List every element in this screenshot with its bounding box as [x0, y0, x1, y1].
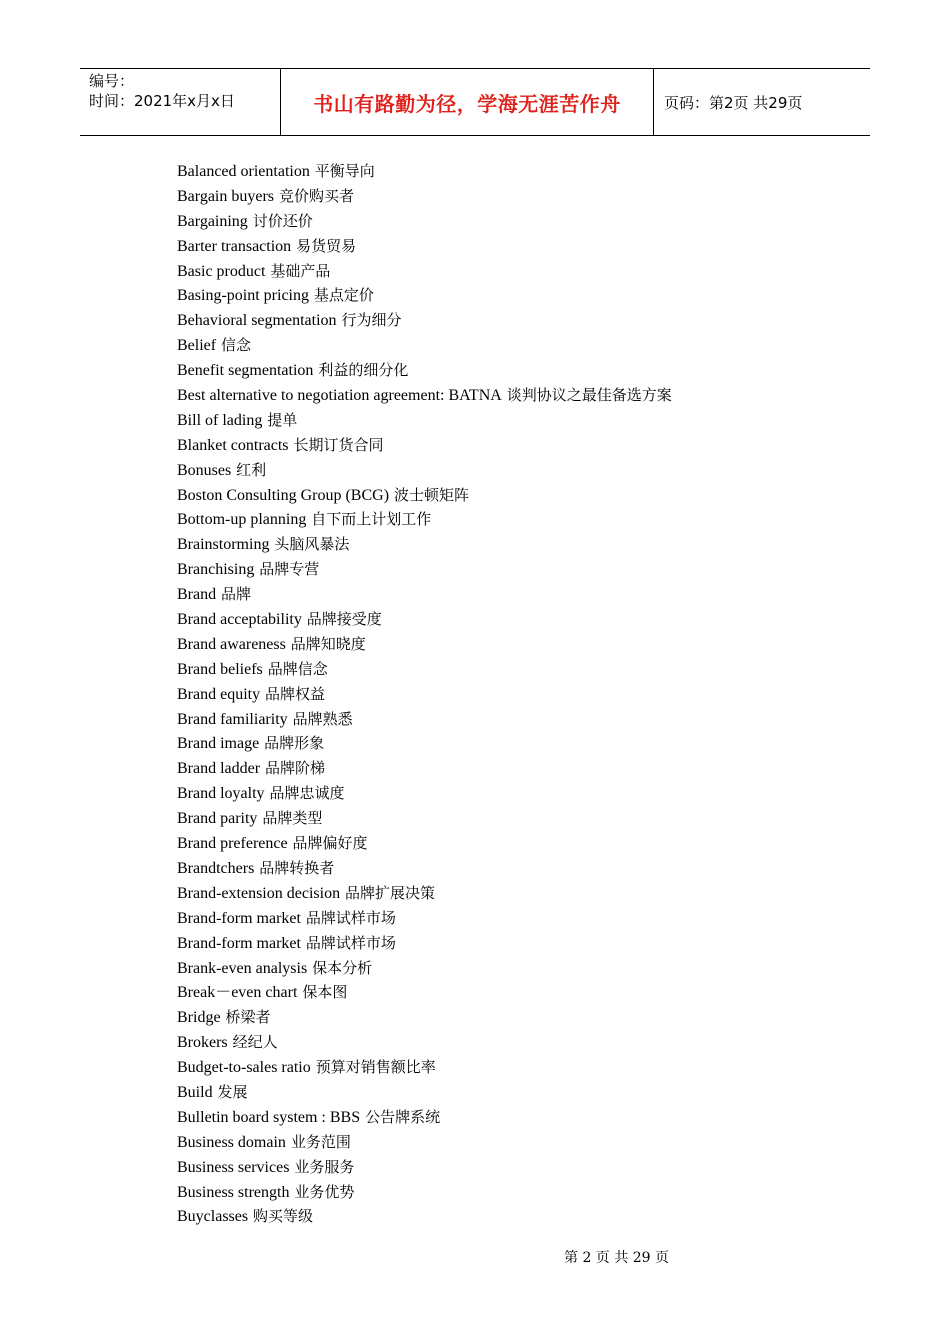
glossary-entry [177, 433, 672, 458]
entry-english-term: Buyclasses [177, 1208, 249, 1226]
entry-english-term: Bulletin board system : BBS [177, 1108, 361, 1126]
entry-english-term: Brand ladder [177, 760, 261, 778]
entry-chinese-term: 品牌忠诚度 [269, 784, 345, 803]
entry-chinese-term: 品牌试样市场 [305, 908, 396, 927]
entry-english-term: Brand image [177, 735, 260, 753]
entry-english-term: Business domain [177, 1133, 286, 1151]
entry-english-term: Build [177, 1083, 213, 1101]
time-label: 时间：2021年x月x日 [89, 92, 235, 110]
glossary-entry [177, 308, 672, 333]
glossary-entry [177, 657, 672, 682]
glossary-entry [177, 831, 672, 856]
glossary-entry [177, 856, 672, 881]
entry-english-term: Brokers [177, 1034, 228, 1052]
entry-chinese-term: 谈判协议之最佳备选方案 [506, 386, 672, 405]
entry-chinese-term: 信念 [221, 336, 252, 355]
glossary-entry [177, 408, 672, 433]
entry-chinese-term: 业务服务 [294, 1157, 355, 1176]
entry-chinese-term: 基础产品 [270, 261, 331, 280]
glossary-entry [177, 507, 672, 532]
glossary-entry [177, 383, 672, 408]
entry-chinese-term: 品牌专营 [259, 560, 320, 579]
glossary-entry [177, 682, 672, 707]
entry-chinese-term: 平衡导向 [314, 162, 375, 180]
entry-chinese-term: 品牌扩展决策 [345, 883, 436, 902]
entry-english-term: Brainstorming [177, 536, 270, 554]
entry-chinese-term: 品牌权益 [265, 684, 326, 703]
glossary-entry [177, 806, 672, 831]
entry-english-term: Brand [177, 586, 217, 604]
entry-english-term: Budget-to-sales ratio [177, 1059, 311, 1077]
glossary-entry [177, 234, 672, 259]
glossary-entry [177, 1130, 672, 1155]
glossary-entry [177, 532, 672, 557]
glossary-entry [177, 333, 672, 358]
entry-english-term: Brand-extension decision [177, 884, 341, 902]
glossary-entry [177, 707, 672, 732]
entry-chinese-term: 品牌接受度 [306, 610, 382, 629]
entry-english-term: Basing-point pricing [177, 287, 309, 305]
glossary-entry [177, 906, 672, 931]
entry-chinese-term: 自下而上计划工作 [311, 510, 432, 529]
entry-english-term: Brand-form market [177, 934, 301, 952]
entry-english-term: Balanced orientation [177, 163, 310, 180]
entry-chinese-term: 公告牌系统 [365, 1107, 441, 1126]
entry-chinese-term: 业务优势 [294, 1182, 355, 1201]
entry-english-term: Brand-form market [177, 909, 301, 927]
page-header [80, 68, 870, 136]
entry-chinese-term: 行为细分 [341, 311, 402, 330]
glossary-entry [177, 731, 672, 756]
glossary-entry [177, 283, 672, 308]
entry-chinese-term: 保本分析 [312, 958, 373, 977]
entry-chinese-term: 红利 [236, 460, 267, 479]
glossary-entry [177, 781, 672, 806]
entry-english-term: Brank-even analysis [177, 959, 308, 977]
entry-chinese-term: 利益的细分化 [318, 361, 409, 380]
entry-english-term: Brandtchers [177, 859, 255, 877]
entry-english-term: Belief [177, 337, 217, 355]
header-motto: 书山有路勤为径，学海无涯苦作舟 [281, 69, 654, 135]
glossary-entry [177, 881, 672, 906]
entry-english-term: Brand awareness [177, 635, 286, 653]
entry-english-term: Brand familiarity [177, 710, 288, 728]
glossary-entry [177, 1005, 672, 1030]
entry-english-term: Branchising [177, 561, 255, 579]
entry-english-term: Brand equity [177, 685, 261, 703]
glossary-entry [177, 980, 672, 1005]
entry-english-term: Bonuses [177, 461, 232, 479]
glossary-entry [177, 607, 672, 632]
entry-chinese-term: 品牌阶梯 [265, 759, 326, 778]
glossary-entry [177, 756, 672, 781]
entry-english-term: Behavioral segmentation [177, 312, 337, 330]
glossary-entry [177, 1080, 672, 1105]
header-page-info: 页码：第2页 共29页 [664, 93, 803, 112]
entry-chinese-term: 购买等级 [253, 1207, 314, 1226]
entry-chinese-term: 长期订货合同 [293, 435, 384, 454]
entry-english-term: Bridge [177, 1009, 221, 1027]
glossary-entry [177, 1180, 672, 1205]
glossary-entry [177, 483, 672, 508]
glossary-entry [177, 1030, 672, 1055]
entry-chinese-term: 品牌 [221, 585, 252, 604]
entry-english-term: Blanket contracts [177, 436, 289, 454]
entry-chinese-term: 品牌知晓度 [290, 634, 366, 653]
entry-chinese-term: 易货贸易 [296, 236, 357, 255]
glossary-list [177, 159, 672, 1229]
entry-chinese-term: 预算对销售额比率 [315, 1058, 436, 1077]
entry-english-term: Bottom-up planning [177, 511, 307, 529]
entry-chinese-term: 提单 [267, 410, 298, 429]
entry-chinese-term: 经纪人 [232, 1033, 278, 1052]
glossary-entry [177, 557, 672, 582]
entry-chinese-term: 品牌形象 [264, 734, 325, 753]
entry-english-term: Break－even chart [177, 984, 298, 1002]
entry-chinese-term: 品牌信念 [267, 659, 328, 678]
glossary-entry [177, 931, 672, 956]
entry-english-term: Bill of lading [177, 411, 263, 429]
entry-english-term: Benefit segmentation [177, 362, 314, 380]
entry-chinese-term: 讨价还价 [252, 211, 313, 230]
entry-chinese-term: 竞价购买者 [278, 186, 354, 205]
entry-chinese-term: 头脑风暴法 [274, 535, 350, 554]
entry-chinese-term: 保本图 [302, 983, 348, 1002]
entry-english-term: Brand beliefs [177, 660, 263, 678]
entry-english-term: Best alternative to negotiation agreement: BATNA [177, 387, 502, 405]
number-label: 编号： [89, 72, 135, 90]
glossary-entry [177, 956, 672, 981]
glossary-entry [177, 1204, 672, 1229]
glossary-entry [177, 159, 672, 184]
entry-english-term: Brand loyalty [177, 785, 265, 803]
glossary-entry [177, 1155, 672, 1180]
entry-chinese-term: 品牌试样市场 [305, 933, 396, 952]
entry-chinese-term: 波士顿矩阵 [393, 485, 469, 504]
entry-english-term: Business services [177, 1158, 290, 1176]
entry-chinese-term: 桥梁者 [225, 1008, 271, 1027]
glossary-entry [177, 1105, 672, 1130]
entry-chinese-term: 业务范围 [290, 1132, 351, 1151]
entry-english-term: Barter transaction [177, 237, 292, 255]
glossary-entry [177, 458, 672, 483]
entry-chinese-term: 品牌熟悉 [292, 709, 353, 728]
entry-chinese-term: 发展 [217, 1082, 248, 1101]
entry-english-term: Boston Consulting Group (BCG) [177, 486, 390, 504]
glossary-entry [177, 1055, 672, 1080]
page-footer: 第 2 页 共 29 页 [564, 1250, 669, 1266]
entry-chinese-term: 品牌偏好度 [292, 834, 368, 853]
entry-english-term: Basic product [177, 262, 266, 280]
entry-english-term: Bargain buyers [177, 187, 275, 205]
header-left-cell [80, 69, 281, 135]
entry-chinese-term: 基点定价 [313, 286, 374, 305]
glossary-entry [177, 632, 672, 657]
entry-english-term: Bargaining [177, 212, 248, 230]
entry-chinese-term: 品牌类型 [262, 809, 323, 828]
entry-english-term: Brand acceptability [177, 611, 302, 629]
entry-english-term: Business strength [177, 1183, 290, 1201]
entry-english-term: Brand preference [177, 835, 288, 853]
glossary-entry [177, 184, 672, 209]
entry-english-term: Brand parity [177, 810, 258, 828]
glossary-entry [177, 209, 672, 234]
glossary-entry [177, 259, 672, 284]
entry-chinese-term: 品牌转换者 [259, 858, 335, 877]
glossary-entry [177, 582, 672, 607]
glossary-entry [177, 358, 672, 383]
